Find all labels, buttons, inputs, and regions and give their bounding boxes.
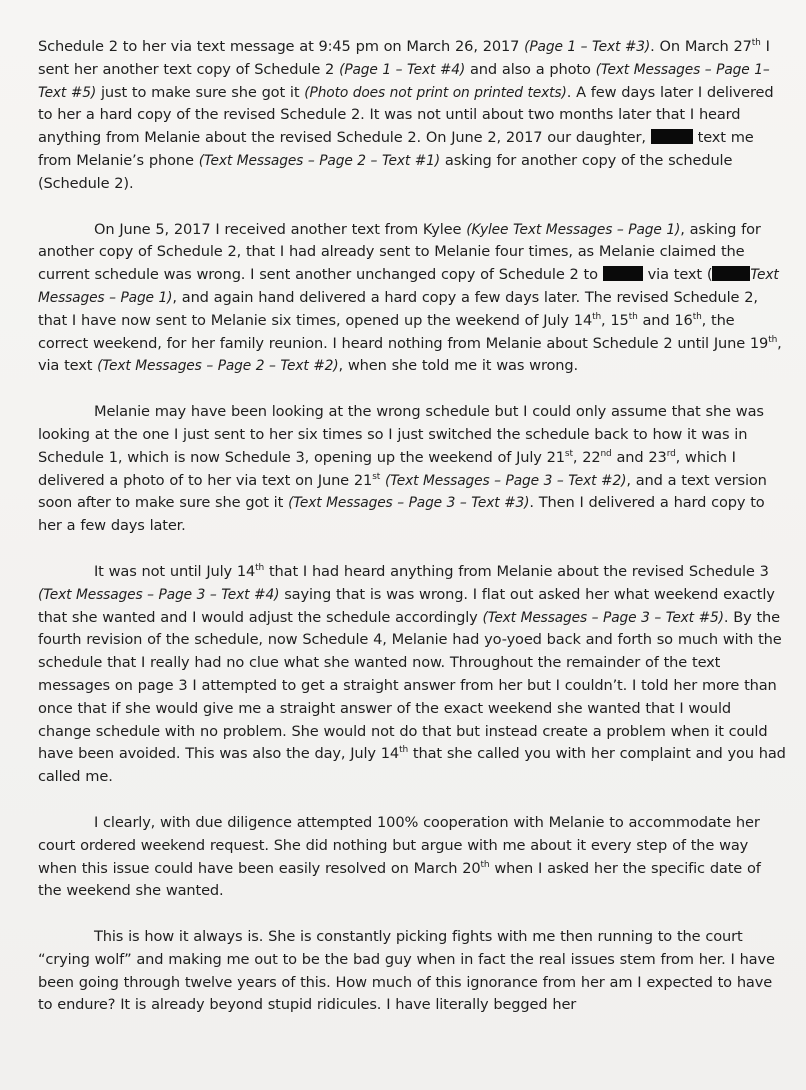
citation: (Photo does not print on printed texts) — [304, 84, 567, 101]
citation: (Kylee Text Messages – Page 1) — [466, 221, 681, 238]
redaction-bar — [603, 266, 643, 281]
text: This is how it always is. She is constantly picking fights with me then running to the court “crying wolf” and making me out to be the bad guy when in fact the real issues stem from her. I have been going through twelve years of this. How much of this ignorance from her am I expected to have to endure? It is already beyond stupid ridicules. I have literally begged her — [38, 928, 775, 1014]
text: , the correct weekend, for her family reunion. I heard nothing from Melanie about Schedule 2 until June 19 — [38, 311, 769, 352]
citation: (Page 1 – Text #3) — [524, 39, 651, 55]
text: , asking for another copy of Schedule 2, that I had already sent to Melanie four times, as Melanie claimed the current schedule was wrong. I sent another unchanged copy of Schedule 2 to — [38, 220, 761, 284]
redaction-bar — [651, 129, 693, 144]
text: , 15 — [601, 311, 629, 329]
text: . A few days later I delivered to her a hard copy of the revised Schedule 2. It was not until about two months later that I heard anything from Melanie about the revised Schedule 2. On June 2, 2017 our daughter, — [38, 83, 774, 147]
paragraph-3 — [38, 401, 786, 538]
redaction-bar — [712, 266, 750, 281]
text: that she called you with her complaint and you had called me. — [38, 745, 786, 786]
ordinal-suffix: th — [628, 311, 638, 322]
text: when I asked her the specific date of the weekend she wanted. — [38, 859, 761, 900]
text: and also a photo — [465, 60, 596, 78]
citation: (Text Messages – Page 3 – Text #4) — [38, 586, 280, 603]
text: On June 5, 2017 I received another text from Kylee — [94, 220, 467, 238]
text: text me from Melanie’s phone — [38, 129, 754, 169]
citation: (Page 1 – Text #4) — [339, 61, 466, 78]
text: I sent her another text copy of Schedule 2 — [38, 38, 770, 78]
ordinal-suffix: st — [564, 448, 573, 459]
ordinal-suffix: th — [399, 745, 409, 756]
paragraph-6 — [38, 926, 786, 1017]
text: . Then I delivered a hard copy to her a few days later. — [38, 494, 765, 535]
text: saying that is was wrong. I flat out asked her what weekend exactly that she wanted and I would adjust the schedule accordingly — [38, 585, 775, 626]
ordinal-suffix: th — [255, 562, 265, 573]
text: I clearly, with due diligence attempted 100% cooperation with Melanie to accommodate her court ordered weekend request. She did nothing but argue with me about it every step of the way when this issue could have been easily resolved on March 20 — [38, 813, 760, 877]
ordinal-suffix: th — [751, 38, 761, 48]
text: asking for another copy of the schedule (Schedule 2). — [38, 151, 733, 192]
ordinal-suffix: rd — [666, 448, 676, 459]
ordinal-suffix: th — [768, 334, 778, 345]
citation: (Text Messages – Page 3 – Text #3) — [288, 495, 530, 512]
text: , 22 — [572, 448, 601, 466]
text: Melanie may have been looking at the wrong schedule but I could only assume that she was looking at the one I just sent to her six times so I just switched the schedule back to how it was in Schedule 1, which is now Schedule 3, opening up the weekend of July 21 — [38, 403, 764, 466]
text: just to make sure she got it — [96, 83, 305, 101]
ordinal-suffix: th — [592, 311, 602, 322]
citation: (Text Messages – Page 3 – Text #5) — [482, 609, 724, 626]
text: . On March 27 — [650, 38, 752, 55]
paragraph-2 — [38, 219, 786, 379]
citation: (Text Messages – Page 1– Text #5) — [38, 61, 770, 101]
text: , and again hand delivered a hard copy a few days later. The revised Schedule 2, that I have now sent to Melanie six times, opened up the weekend of July 14 — [38, 288, 758, 329]
text: that I had heard anything from Melanie about the revised Schedule 3 — [264, 562, 769, 580]
citation: (Text Messages – Page 3 – Text #2) — [385, 472, 627, 489]
citation: (Text Messages – Page 2 – Text #1) — [198, 152, 441, 169]
text: . By the fourth revision of the schedule, now Schedule 4, Melanie had yo-yoed back and forth so much with the schedule that I really had no clue what she wanted now. Throughout the remainder of the text messages on page 3 I attempted to get a straight answer from her but I couldn’t. I told her more than once that if she would give me a straight answer of the exact weekend she wanted that I would change schedule with no problem. She would not do that but instead create a problem when it could have been avoided. This was also the day, July 14 — [38, 608, 782, 763]
paragraph-4 — [38, 561, 786, 789]
text: and 23 — [611, 448, 667, 466]
text: via text ( — [642, 266, 713, 284]
text: , and a text version soon after to make sure she got it — [38, 471, 767, 512]
text: It was not until July 14 — [94, 562, 256, 580]
text: and 16 — [637, 311, 693, 329]
text: , via text — [38, 334, 782, 375]
paragraph-5 — [38, 812, 786, 903]
text: , when she told me it was wrong. — [338, 357, 578, 375]
ordinal-suffix: th — [692, 311, 702, 322]
citation: Text Messages – Page 1) — [38, 267, 779, 306]
text: Schedule 2 to her via text message at 9:45 pm on March 26, 2017 — [38, 38, 525, 55]
citation: (Text Messages – Page 2 – Text #2) — [97, 358, 339, 375]
ordinal-suffix: nd — [600, 448, 612, 459]
ordinal-suffix: th — [480, 859, 490, 870]
ordinal-suffix: st — [372, 471, 381, 482]
paragraph-1 — [38, 36, 786, 196]
text: , which I delivered a photo of to her via text on June 21 — [38, 448, 736, 489]
